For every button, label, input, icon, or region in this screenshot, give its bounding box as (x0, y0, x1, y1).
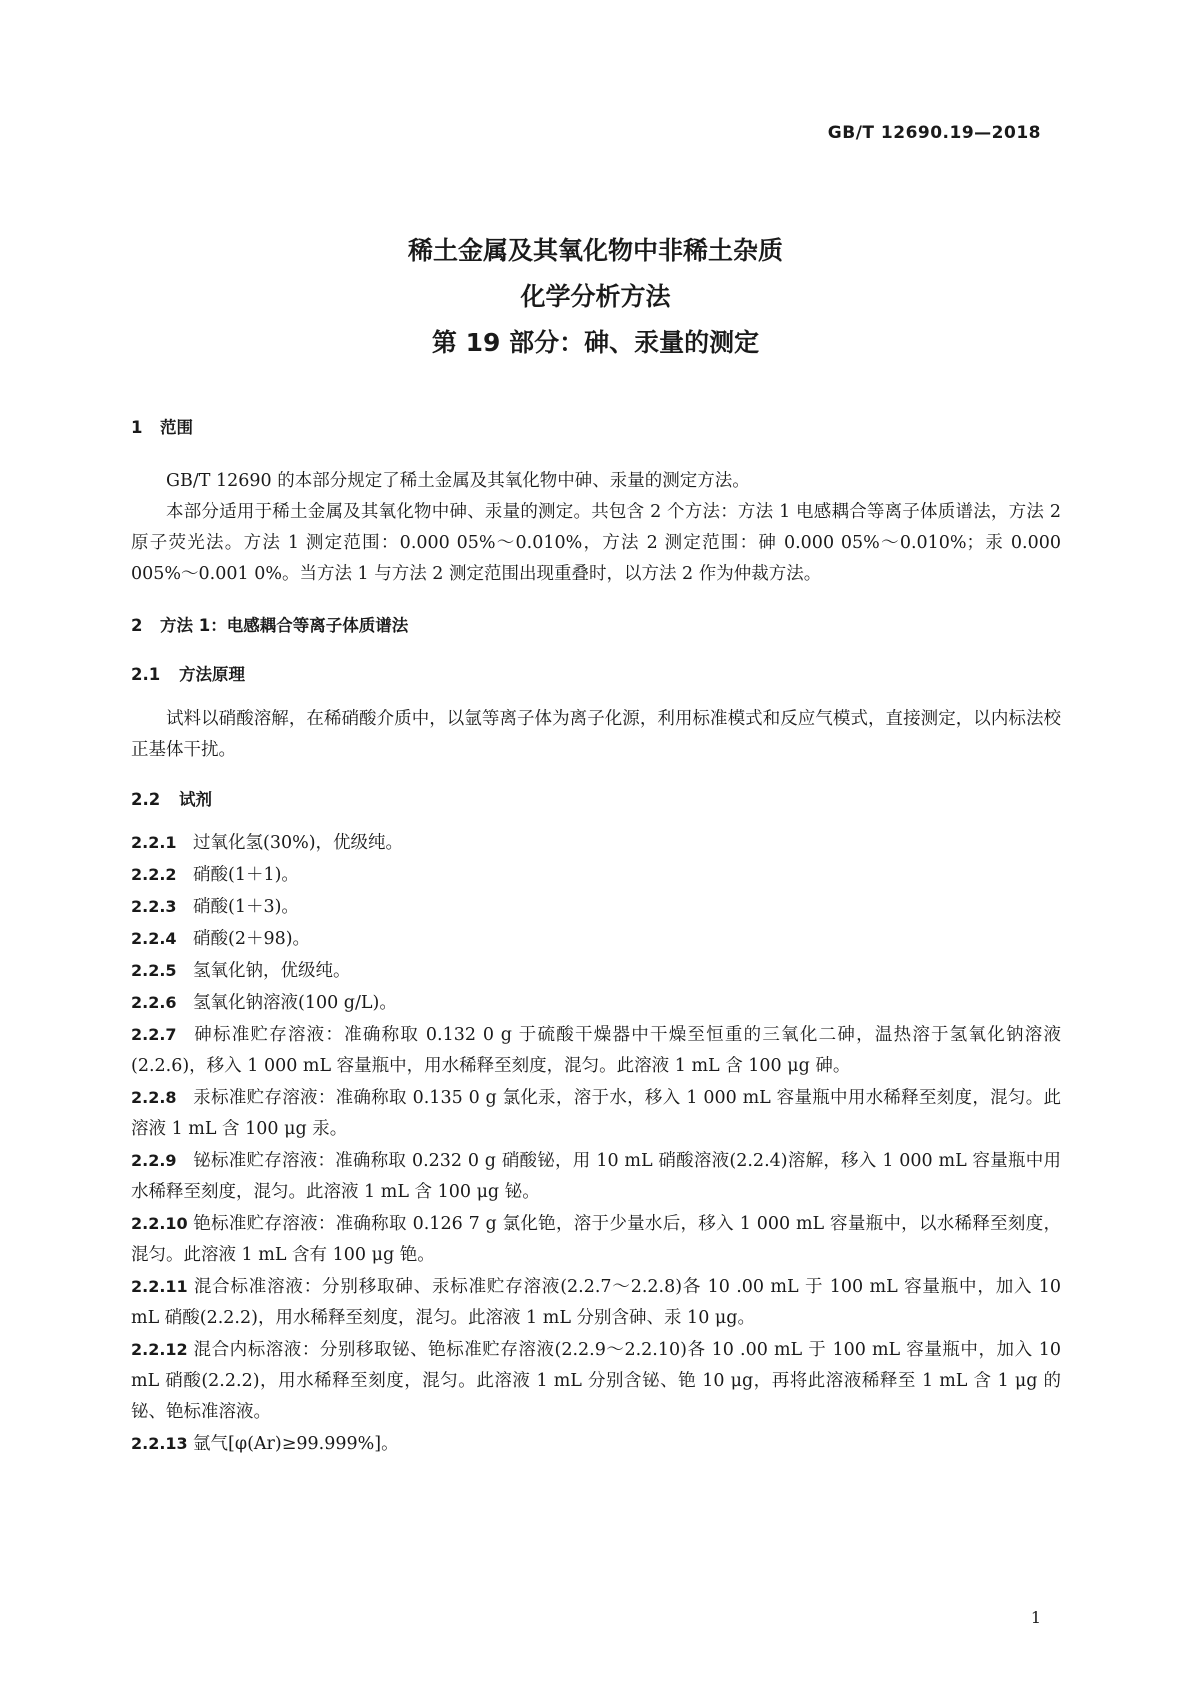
section-number: 2 (131, 616, 143, 635)
item-text: 硝酸(1＋1)。 (193, 865, 299, 885)
list-item (131, 859, 1061, 891)
paragraph: GB/T 12690 的本部分规定了稀土金属及其氧化物中砷、汞量的测定方法。 (166, 471, 750, 491)
subsection-2-2-heading (131, 784, 1061, 815)
item-number: 2.2.13 (131, 1434, 188, 1453)
item-text: 硝酸(1＋3)。 (193, 897, 299, 917)
item-text: 氢氧化钠，优级纯。 (193, 961, 351, 981)
item-number: 2.2.11 (131, 1277, 188, 1296)
item-text: 过氧化氢(30%)，优级纯。 (193, 833, 404, 853)
list-item (131, 1145, 1061, 1208)
item-number: 2.2.4 (131, 929, 177, 948)
item-number: 2.2.7 (131, 1025, 177, 1044)
section-title: 范围 (160, 418, 193, 437)
standard-number: GB/T 12690.19—2018 (827, 123, 1041, 143)
list-item (131, 923, 1061, 955)
item-number: 2.2.2 (131, 865, 177, 884)
item-text: 氢氧化钠溶液(100 g/L)。 (193, 993, 397, 1013)
paragraph: 本部分适用于稀土金属及其氧化物中砷、汞量的测定。共包含 2 个方法：方法 1 电感耦合等离子体质谱法，方法 2 原子荧光法。方法 1 测定范围：0.000 05%～0.010%，方法 2 测定范围：砷 0.000 05%～0.010%；汞 0.000 005%～0.001 0%。当方法 1 与方法 2 测定范围出现重叠时，以方法 2 作为仲裁方法。 (131, 502, 1061, 584)
list-item (131, 1082, 1061, 1145)
section-title: 方法 1：电感耦合等离子体质谱法 (160, 616, 409, 635)
list-item (131, 987, 1061, 1019)
document-body (131, 412, 1061, 1460)
list-item (131, 1334, 1061, 1428)
item-number: 2.2.6 (131, 993, 177, 1012)
subsection-2-1-heading (131, 659, 1061, 690)
list-item (131, 955, 1061, 987)
item-number: 2.2.1 (131, 833, 177, 852)
reagent-list (131, 827, 1061, 1460)
subsection-number: 2.1 (131, 665, 161, 684)
paragraph: 试料以硝酸溶解，在稀硝酸介质中，以氩等离子体为离子化源，利用标准模式和反应气模式，直接测定，以内标法校正基体干扰。 (131, 709, 1061, 760)
item-text: 混合内标溶液：分别移取铋、铯标准贮存溶液(2.2.9～2.2.10)各 10 .00 mL 于 100 mL 容量瓶中，加入 10 mL 硝酸(2.2.2)，用水稀释至刻度，混匀。此溶液 1 mL 分别含铋、铯 10 μg，再将此溶液稀释至 1 mL 含 1 μg 的铋、铯标准溶液。 (131, 1340, 1061, 1422)
item-number: 2.2.8 (131, 1088, 177, 1107)
item-text: 砷标准贮存溶液：准确称取 0.132 0 g 于硫酸干燥器中干燥至恒重的三氧化二砷，温热溶于氢氧化钠溶液(2.2.6)，移入 1 000 mL 容量瓶中，用水稀释至刻度，混匀。此溶液 1 mL 含 100 μg 砷。 (131, 1025, 1061, 1076)
list-item (131, 1428, 1061, 1460)
page-number: 1 (1030, 1608, 1041, 1627)
list-item (131, 1208, 1061, 1271)
item-text: 汞标准贮存溶液：准确称取 0.135 0 g 氯化汞，溶于水，移入 1 000 mL 容量瓶中用水稀释至刻度，混匀。此溶液 1 mL 含 100 μg 汞。 (131, 1088, 1061, 1139)
list-item (131, 1019, 1061, 1082)
title-line-1: 稀土金属及其氧化物中非稀土杂质 (407, 236, 783, 265)
item-text: 氩气[φ(Ar)≥99.999%]。 (193, 1434, 399, 1454)
item-text: 铋标准贮存溶液：准确称取 0.232 0 g 硝酸铋，用 10 mL 硝酸溶液(2.2.4)溶解，移入 1 000 mL 容量瓶中用水稀释至刻度，混匀。此溶液 1 mL 含 100 μg 铋。 (131, 1151, 1061, 1202)
list-item (131, 891, 1061, 923)
section-1-heading (131, 412, 1061, 443)
section-number: 1 (131, 418, 143, 437)
item-number: 2.2.3 (131, 897, 177, 916)
document-title (0, 228, 1191, 366)
item-number: 2.2.12 (131, 1340, 188, 1359)
item-text: 混合标准溶液：分别移取砷、汞标准贮存溶液(2.2.7～2.2.8)各 10 .00 mL 于 100 mL 容量瓶中，加入 10 mL 硝酸(2.2.2)，用水稀释至刻度，混匀。此溶液 1 mL 分别含砷、汞 10 μg。 (131, 1277, 1061, 1328)
item-number: 2.2.9 (131, 1151, 177, 1170)
subsection-title: 试剂 (179, 790, 212, 809)
list-item (131, 1271, 1061, 1334)
section-2-heading (131, 610, 1061, 641)
item-text: 硝酸(2＋98)。 (193, 929, 311, 949)
subsection-number: 2.2 (131, 790, 161, 809)
title-line-3: 第 19 部分：砷、汞量的测定 (431, 328, 760, 357)
list-item (131, 827, 1061, 859)
subsection-title: 方法原理 (179, 665, 245, 684)
section-1-body (131, 466, 1061, 590)
item-number: 2.2.5 (131, 961, 177, 980)
item-text: 铯标准贮存溶液：准确称取 0.126 7 g 氯化铯，溶于少量水后，移入 1 000 mL 容量瓶中，以水稀释至刻度，混匀。此溶液 1 mL 含有 100 μg 铯。 (131, 1214, 1061, 1265)
item-number: 2.2.10 (131, 1214, 188, 1233)
subsection-2-1-body (131, 704, 1061, 766)
title-line-2: 化学分析方法 (520, 282, 671, 311)
